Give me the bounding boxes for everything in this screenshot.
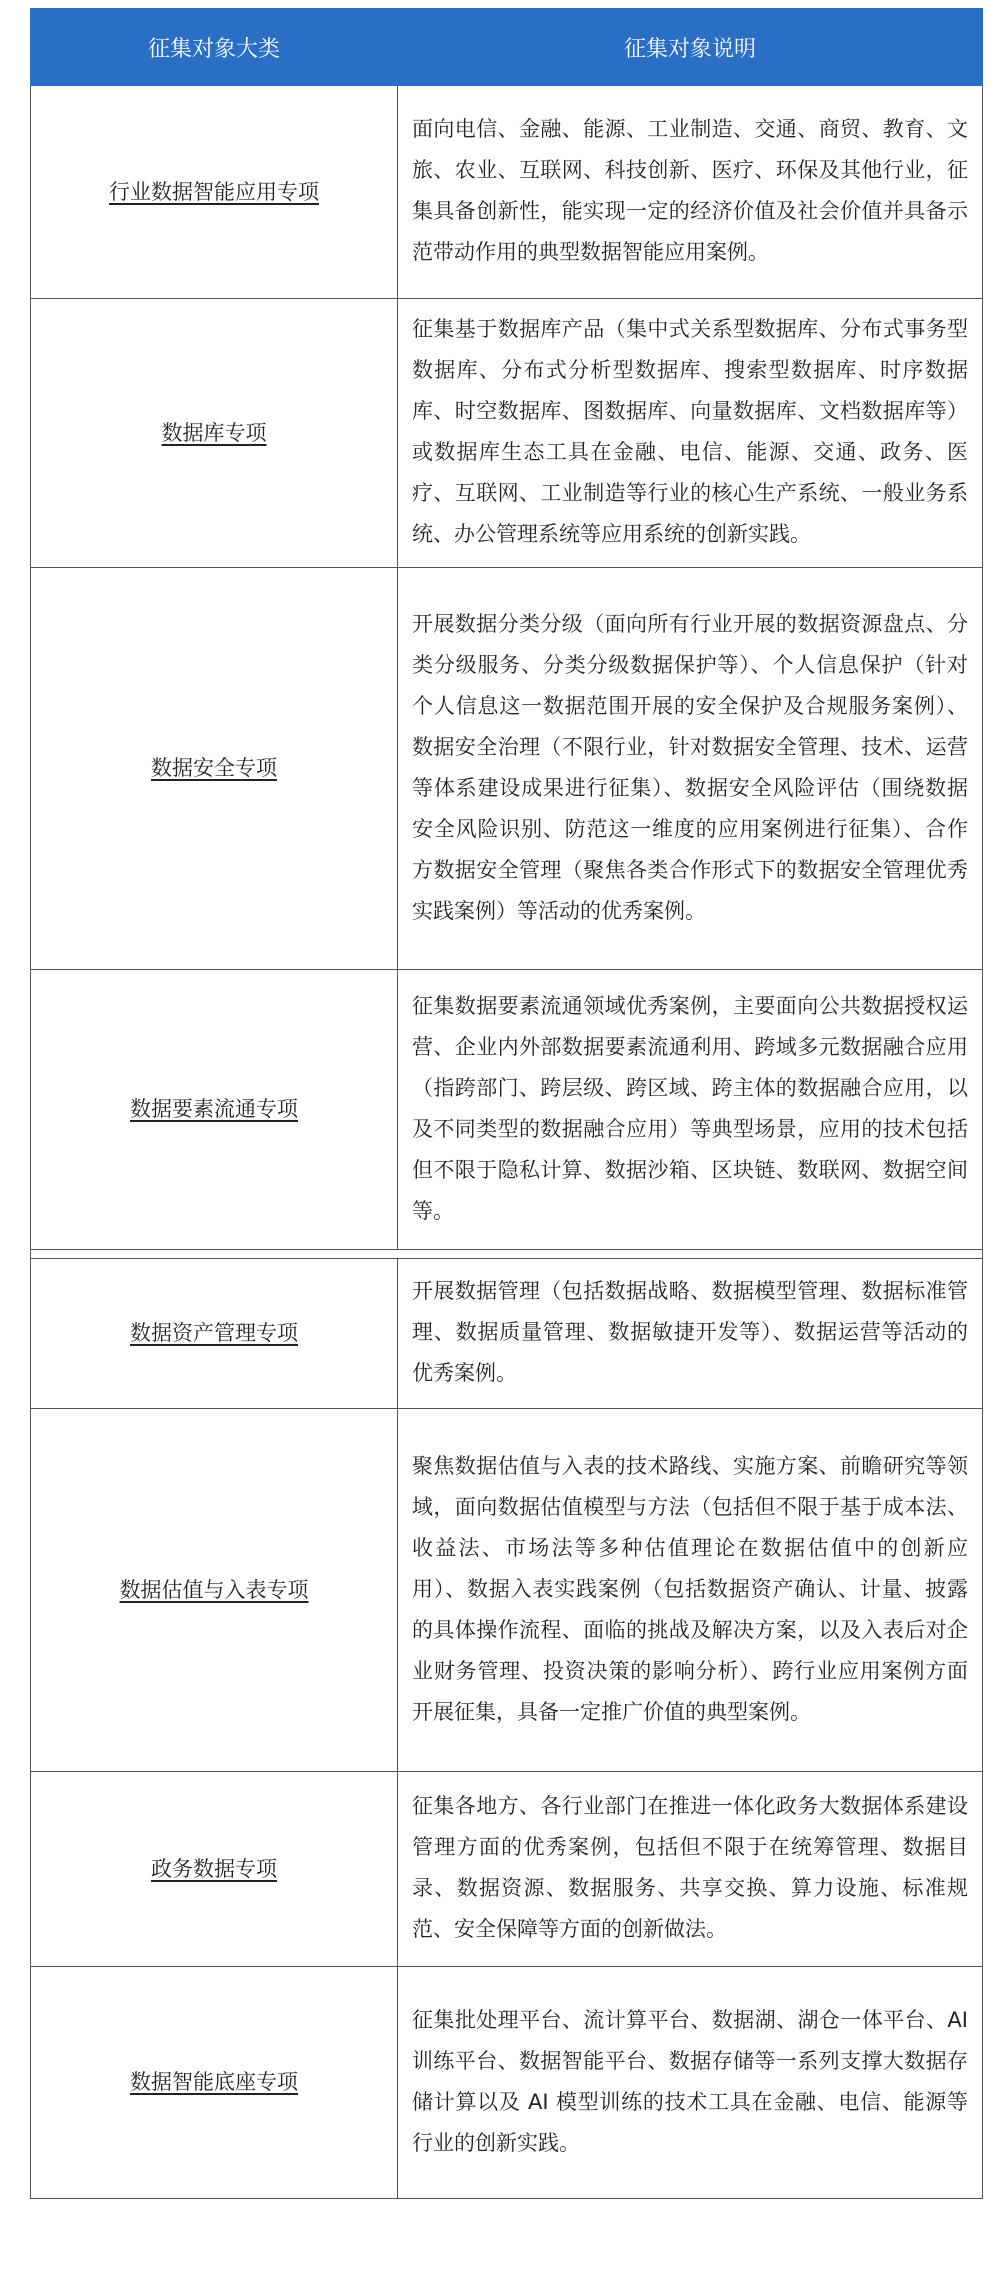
table-header-row [31, 9, 983, 86]
gap-cell [398, 1250, 983, 1259]
category-cell [31, 1967, 398, 2199]
category-cell [31, 1409, 398, 1772]
table-row [31, 1772, 983, 1967]
category-link[interactable]: 数据库专项 [161, 420, 267, 445]
description-cell: 征集批处理平台、流计算平台、数据湖、湖仓一体平台、AI 训练平台、数据智能平台、数据存储等一系列支撑大数据存储计算以及 AI 模型训练的技术工具在金融、电信、能源等行业的创新实践。 [398, 1967, 983, 2199]
case-table-container [30, 8, 982, 2199]
category-link[interactable]: 数据要素流通专项 [130, 1097, 298, 1121]
description-cell: 面向电信、金融、能源、工业制造、交通、商贸、教育、文旅、农业、互联网、科技创新、医疗、环保及其他行业，征集具备创新性，能实现一定的经济价值及社会价值并具备示范带动作用的典型数据智能应用案例。 [398, 86, 983, 299]
table-row [31, 86, 983, 299]
category-cell [31, 1259, 398, 1409]
table-row [31, 1967, 983, 2199]
category-link[interactable]: 行业数据智能应用专项 [109, 179, 319, 204]
category-link[interactable]: 政务数据专项 [151, 1856, 277, 1881]
category-cell [31, 1772, 398, 1967]
header-description: 征集对象说明 [398, 9, 983, 86]
description-cell: 征集基于数据库产品（集中式关系型数据库、分布式事务型数据库、分布式分析型数据库、搜索型数据库、时序数据库、时空数据库、图数据库、向量数据库、文档数据库等）或数据库生态工具在金融、电信、能源、交通、政务、医疗、互联网、工业制造等行业的核心生产系统、一般业务系统、办公管理系统等应用系统的创新实践。 [398, 299, 983, 568]
description-cell: 开展数据分类分级（面向所有行业开展的数据资源盘点、分类分级服务、分类分级数据保护等）、个人信息保护（针对个人信息这一数据范围开展的安全保护及合规服务案例）、数据安全治理（不限行业，针对数据安全管理、技术、运营等体系建设成果进行征集）、数据安全风险评估（围绕数据安全风险识别、防范这一维度的应用案例进行征集）、合作方数据安全管理（聚焦各类合作形式下的数据安全管理优秀实践案例）等活动的优秀案例。 [398, 568, 983, 970]
table-row [31, 1259, 983, 1409]
header-category: 征集对象大类 [31, 9, 398, 86]
description-cell: 征集数据要素流通领域优秀案例，主要面向公共数据授权运营、企业内外部数据要素流通利用、跨域多元数据融合应用（指跨部门、跨层级、跨区域、跨主体的数据融合应用，以及不同类型的数据融合应用）等典型场景，应用的技术包括但不限于隐私计算、数据沙箱、区块链、数联网、数据空间等。 [398, 970, 983, 1250]
description-cell: 开展数据管理（包括数据战略、数据模型管理、数据标准管理、数据质量管理、数据敏捷开发等）、数据运营等活动的优秀案例。 [398, 1259, 983, 1409]
case-category-table [30, 8, 983, 2199]
category-cell [31, 86, 398, 299]
category-link[interactable]: 数据安全专项 [151, 756, 277, 780]
category-cell [31, 568, 398, 970]
category-cell [31, 299, 398, 568]
description-cell: 聚焦数据估值与入表的技术路线、实施方案、前瞻研究等领域，面向数据估值模型与方法（包括但不限于基于成本法、收益法、市场法等多种估值理论在数据估值中的创新应用）、数据入表实践案例（包括数据资产确认、计量、披露的具体操作流程、面临的挑战及解决方案，以及入表后对企业财务管理、投资决策的影响分析）、跨行业应用案例方面开展征集，具备一定推广价值的典型案例。 [398, 1409, 983, 1772]
table-row [31, 568, 983, 970]
gap-cell [31, 1250, 398, 1259]
category-link[interactable]: 数据智能底座专项 [130, 2070, 298, 2094]
description-cell: 征集各地方、各行业部门在推进一体化政务大数据体系建设管理方面的优秀案例，包括但不限于在统筹管理、数据目录、数据资源、数据服务、共享交换、算力设施、标准规范、安全保障等方面的创新做法。 [398, 1772, 983, 1967]
category-cell [31, 970, 398, 1250]
table-row [31, 970, 983, 1250]
table-row [31, 1409, 983, 1772]
category-link[interactable]: 数据资产管理专项 [130, 1321, 298, 1345]
table-gap [31, 1250, 983, 1259]
category-link[interactable]: 数据估值与入表专项 [119, 1577, 309, 1602]
table-row [31, 299, 983, 568]
